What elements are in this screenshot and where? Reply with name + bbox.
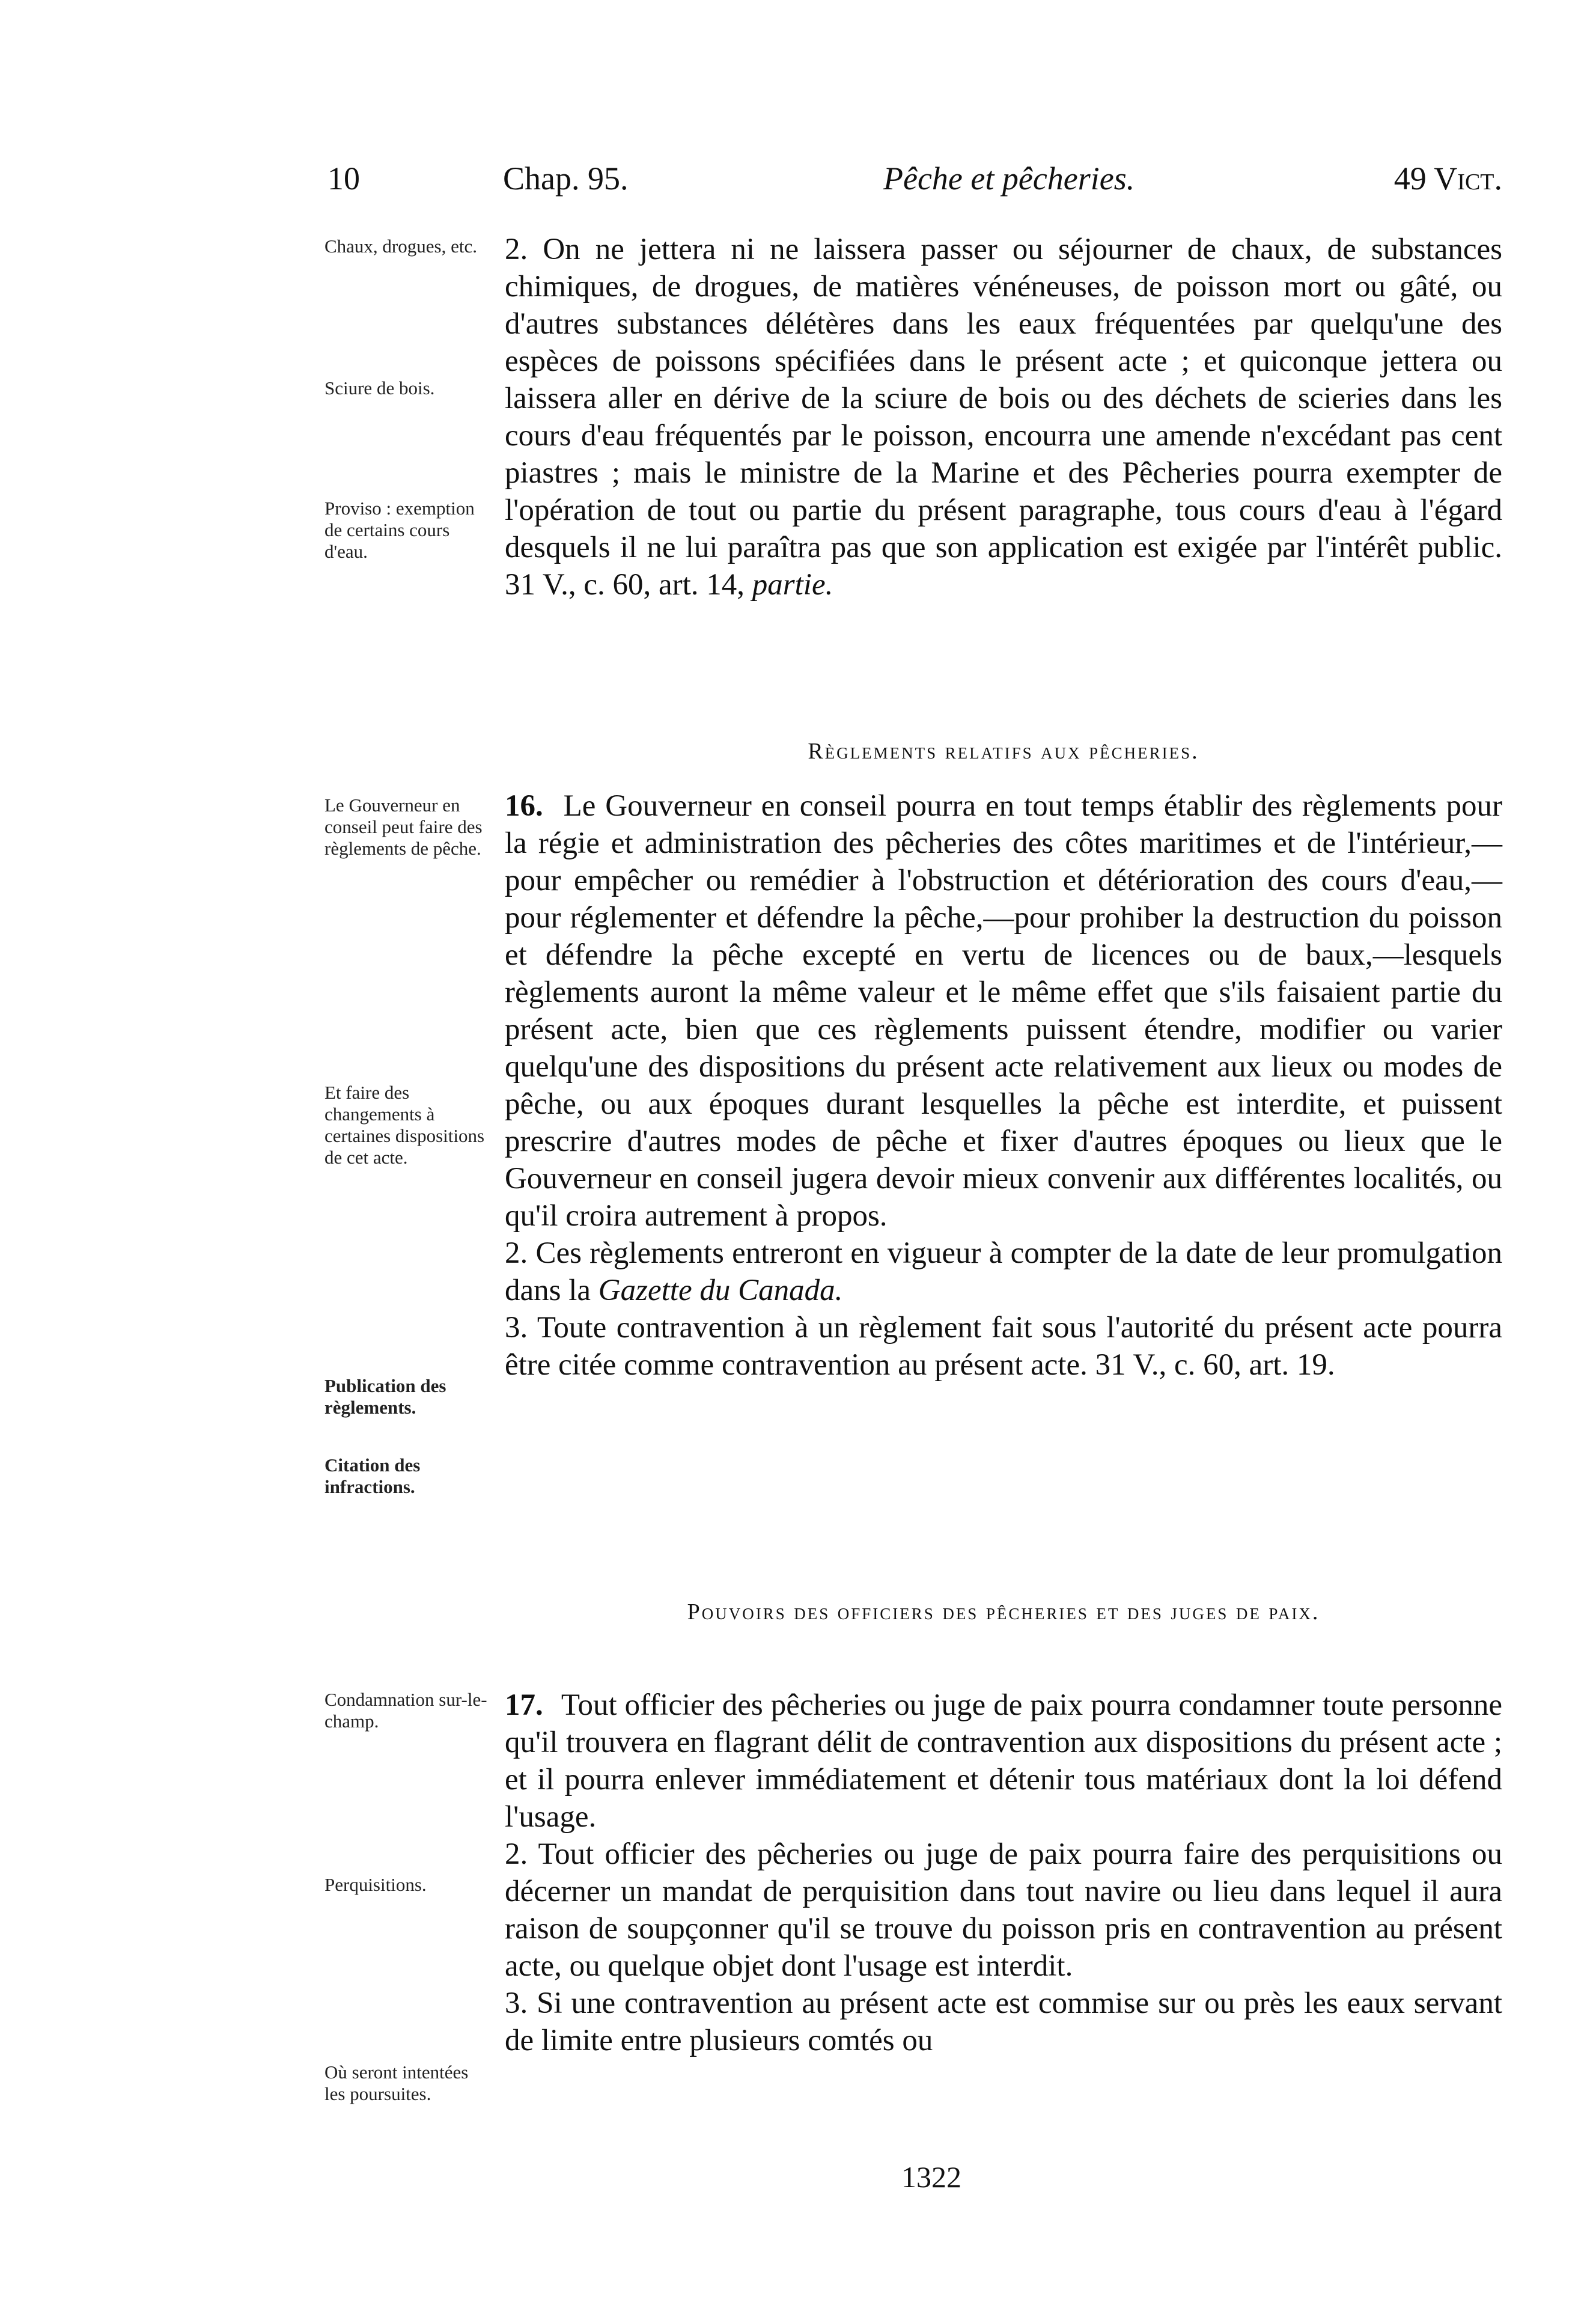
chapter-label: Chap. 95. [503, 160, 629, 197]
page-number: 10 [327, 160, 360, 197]
section-15-2 [505, 231, 1502, 603]
section-15-2-text: 2. On ne jettera ni ne laissera passer ou séjourner de chaux, de substances chimiques, de drogues, de matières vénéneuses, de poisson mort ou gâté, ou d'autres substances délétères dans les eaux fréquentées par quelqu'une des espèces de poissons spécifiées dans le présent acte ; et quiconque jettera ou laissera aller en dérive de la sciure de bois ou des déchets de scieries dans les cours d'eau fréquentés par le poisson, encourra une amende n'excédant pas cent piastres ; mais le ministre de la Marine et des Pêcheries pourra exempter de l'opération de tout ou partie du présent paragraphe, tous cours d'eau à l'égard desquels il ne lui paraîtra pas que son application est exigée par l'intérêt public. 31 V., c. 60, art. 14, [505, 233, 1502, 602]
page-folio: 1322 [901, 2160, 961, 2194]
section-17-number: 17. [505, 1688, 543, 1722]
margin-note-gouverneur: Le Gouverneur en conseil peut faire des règlements de pêche. [324, 795, 483, 859]
section-16-number: 16. [505, 789, 543, 823]
heading-reglements: Règlements relatifs aux pêcheries. [808, 739, 1199, 764]
section-17-1-text: Tout officier des pêcheries ou juge de paix pourra condamner toute personne qu'il trouvera en flagrant délit de contravention aux dispositions du présent acte ; et il pourra enlever immédiatement et détenir tous matériaux dont la loi défend l'usage. [505, 1688, 1502, 1834]
section-17-2-text: 2. Tout officier des pêcheries ou juge de paix pourra faire des perquisitions ou décerner un mandat de perquisition dans tout navire ou lieu dans lequel il aura raison de soupçonner qu'il se trouve du poisson pris en contravention au présent acte, ou quelque objet dont l'usage est interdit. [505, 1837, 1502, 1983]
margin-note-perquisitions: Perquisitions. [324, 1874, 427, 1895]
section-17 [505, 1687, 1502, 2059]
running-title: Pêche et pêcheries. [883, 160, 1135, 197]
margin-note-sciure: Sciure de bois. [324, 377, 435, 398]
margin-note-condamnation: Condamnation sur-le-champ. [324, 1689, 487, 1732]
margin-note-proviso: Proviso : exemption de certains cours d'eau. [324, 498, 475, 562]
section-16-1-text: Le Gouverneur en conseil pourra en tout temps établir des règlements pour la régie et administration des pêcheries des côtes maritimes et de l'intérieur,—pour empêcher ou remédier à l'obstruction et détérioration des cours d'eau,—pour réglementer et défendre la pêche,—pour prohiber la destruction du poisson et défendre la pêche excepté en vertu de licences ou de baux,—lesquels règlements auront la même valeur et le même effet que s'ils faisaient partie du présent acte, bien que ces règlements puissent étendre, modifier ou varier quelqu'une des dispositions du présent acte relativement aux lieux ou modes de pêche, ou aux époques durant lesquelles la pêche est interdite, et puissent prescrire d'autres modes de pêche et fixer d'autres époques ou lieux que le Gouverneur en conseil jugera devoir mieux convenir aux différentes localités, ou qu'il croira autrement à propos. [505, 789, 1502, 1233]
margin-note-publication: Publication des règlements. [324, 1375, 446, 1418]
heading-pouvoirs: Pouvoirs des officiers des pêcheries et des juges de paix. [687, 1599, 1320, 1625]
margin-note-poursuites: Où seront intentées les poursuites. [324, 2062, 469, 2104]
running-header [327, 157, 1502, 200]
margin-note-citation: Citation des infractions. [324, 1455, 421, 1497]
section-17-3-text: 3. Si une contravention au présent acte est commise sur ou près les eaux servant de limite entre plusieurs comtés ou [505, 1986, 1502, 2057]
margin-note-changements: Et faire des changements à certaines dispositions de cet acte. [324, 1082, 485, 1168]
section-16-2-text: 2. Ces règlements entreront en vigueur à compter de la date de leur promulgation dans la [505, 1236, 1502, 1307]
regnal-year: 49 Vict. [1393, 160, 1502, 197]
section-16-3-text: 3. Toute contravention à un règlement fait sous l'autorité du présent acte pourra être citée comme contravention au présent acte. 31 V., c. 60, art. 19. [505, 1311, 1502, 1382]
margin-note-chaux: Chaux, drogues, etc. [324, 236, 477, 257]
section-16 [505, 787, 1502, 1384]
gazette-du-canada: Gazette du Canada. [598, 1274, 843, 1307]
section-15-2-partie: partie. [752, 568, 833, 602]
